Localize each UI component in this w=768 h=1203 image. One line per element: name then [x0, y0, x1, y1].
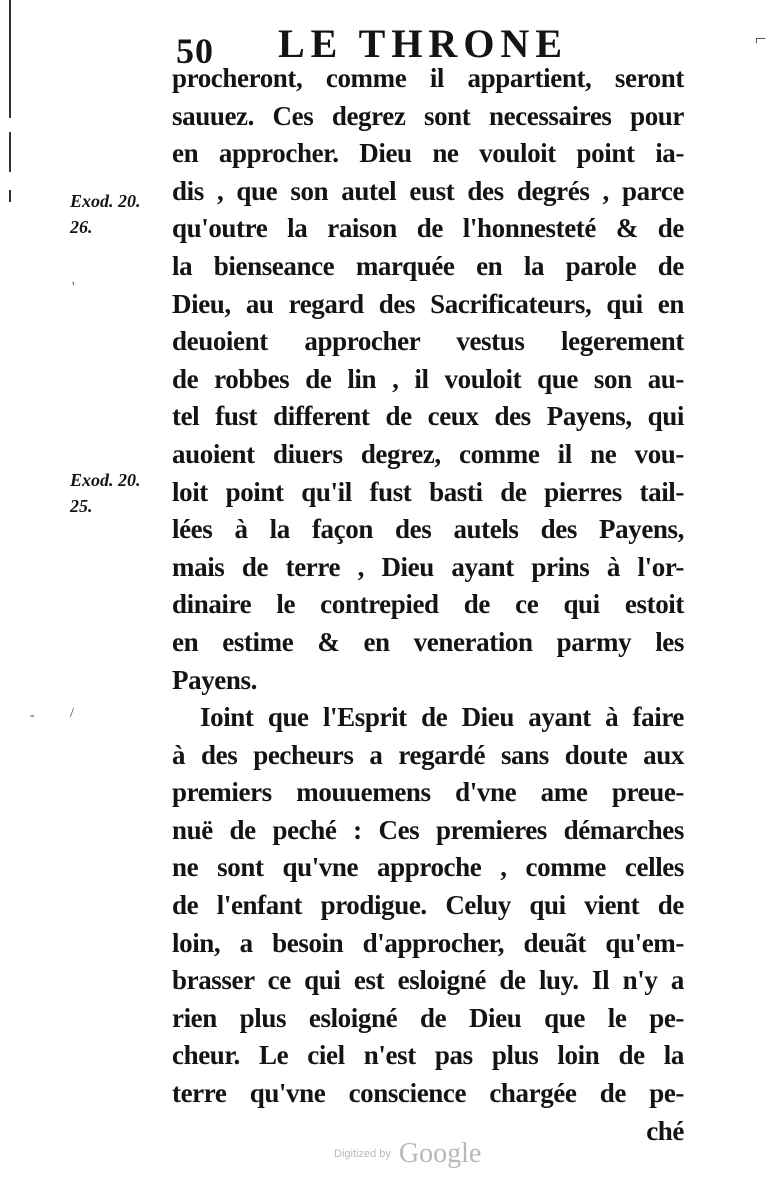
- google-logo: Google: [398, 1138, 482, 1169]
- text-line: rien plus esloigné de Dieu que le pe-: [172, 1002, 684, 1033]
- text-line: de l'enfant prodigue. Celuy qui vient de: [172, 890, 684, 921]
- digitized-by-google-watermark: [334, 1138, 481, 1170]
- ink-speck: -: [30, 708, 35, 723]
- page-edge-line: [9, 0, 11, 118]
- text-line: terre qu'vne conscience chargée de pe-: [172, 1078, 684, 1109]
- text-line: premiers mouuemens d'vne ame preue-: [172, 777, 684, 808]
- text-line: mais de terre , Dieu ayant prins à l'or-: [172, 551, 684, 582]
- text-line: qu'outre la raison de l'honnesteté & de: [172, 213, 684, 244]
- text-line: deuoient approcher vestus legerement: [172, 326, 684, 357]
- text-line: cheur. Le ciel n'est pas plus loin de la: [172, 1040, 684, 1071]
- digitized-by-label: Digitized by: [334, 1148, 391, 1160]
- catchword: ché: [646, 1115, 684, 1146]
- text-line: en estime & en veneration parmy les: [172, 626, 684, 657]
- page-number: 50: [176, 31, 214, 71]
- margin-note-line: 25.: [70, 496, 93, 516]
- text-line: procheront, comme il appartient, seront: [172, 63, 684, 93]
- text-line: la bienseance marquée en la parole de: [172, 250, 684, 281]
- ink-speck: /: [70, 706, 74, 721]
- margin-note-line: Exod. 20.: [70, 470, 141, 490]
- margin-note-line: Exod. 20.: [70, 191, 141, 211]
- text-line: Payens.: [172, 664, 257, 695]
- page-edge-line: [9, 132, 11, 172]
- text-line: loit point qu'il fust basti de pierres tail-: [172, 476, 684, 507]
- text-line: de robbes de lin , il vouloit que son au-: [172, 363, 684, 394]
- text-line: loin, a besoin d'approcher, deuãt qu'em-: [172, 927, 684, 958]
- text-line: Ioint que l'Esprit de Dieu ayant à faire: [200, 702, 684, 733]
- ink-speck: ': [72, 280, 75, 295]
- text-line: Dieu, au regard des Sacrificateurs, qui en: [172, 288, 684, 319]
- text-line: dinaire le contrepied de ce qui estoit: [172, 589, 684, 620]
- text-line: sauuez. Ces degrez sont necessaires pour: [172, 100, 684, 131]
- running-title: LE THRONE: [278, 21, 568, 66]
- text-line: dis , que son autel eust des degrés , parce: [172, 175, 684, 206]
- margin-note-exod-20-25: [70, 467, 141, 519]
- corner-mark: ⌐: [755, 28, 767, 50]
- text-line: en approcher. Dieu ne vouloit point ia-: [172, 138, 684, 169]
- body-text: [172, 60, 684, 1150]
- text-line: tel fust different de ceux des Payens, qui: [172, 401, 684, 432]
- text-line: auoient diuers degrez, comme il ne vou-: [172, 438, 684, 469]
- margin-note-exod-20-26: [70, 188, 141, 240]
- text-line: ne sont qu'vne approche , comme celles: [172, 852, 684, 883]
- text-line: à des pecheurs a regardé sans doute aux: [172, 739, 684, 770]
- text-line: lées à la façon des autels des Payens,: [172, 514, 684, 545]
- page-edge-line: [9, 190, 11, 202]
- margin-note-line: 26.: [70, 217, 93, 237]
- text-line: nuë de peché : Ces premieres démarches: [172, 814, 684, 845]
- text-line: brasser ce qui est esloigné de luy. Il n'y a: [172, 965, 684, 996]
